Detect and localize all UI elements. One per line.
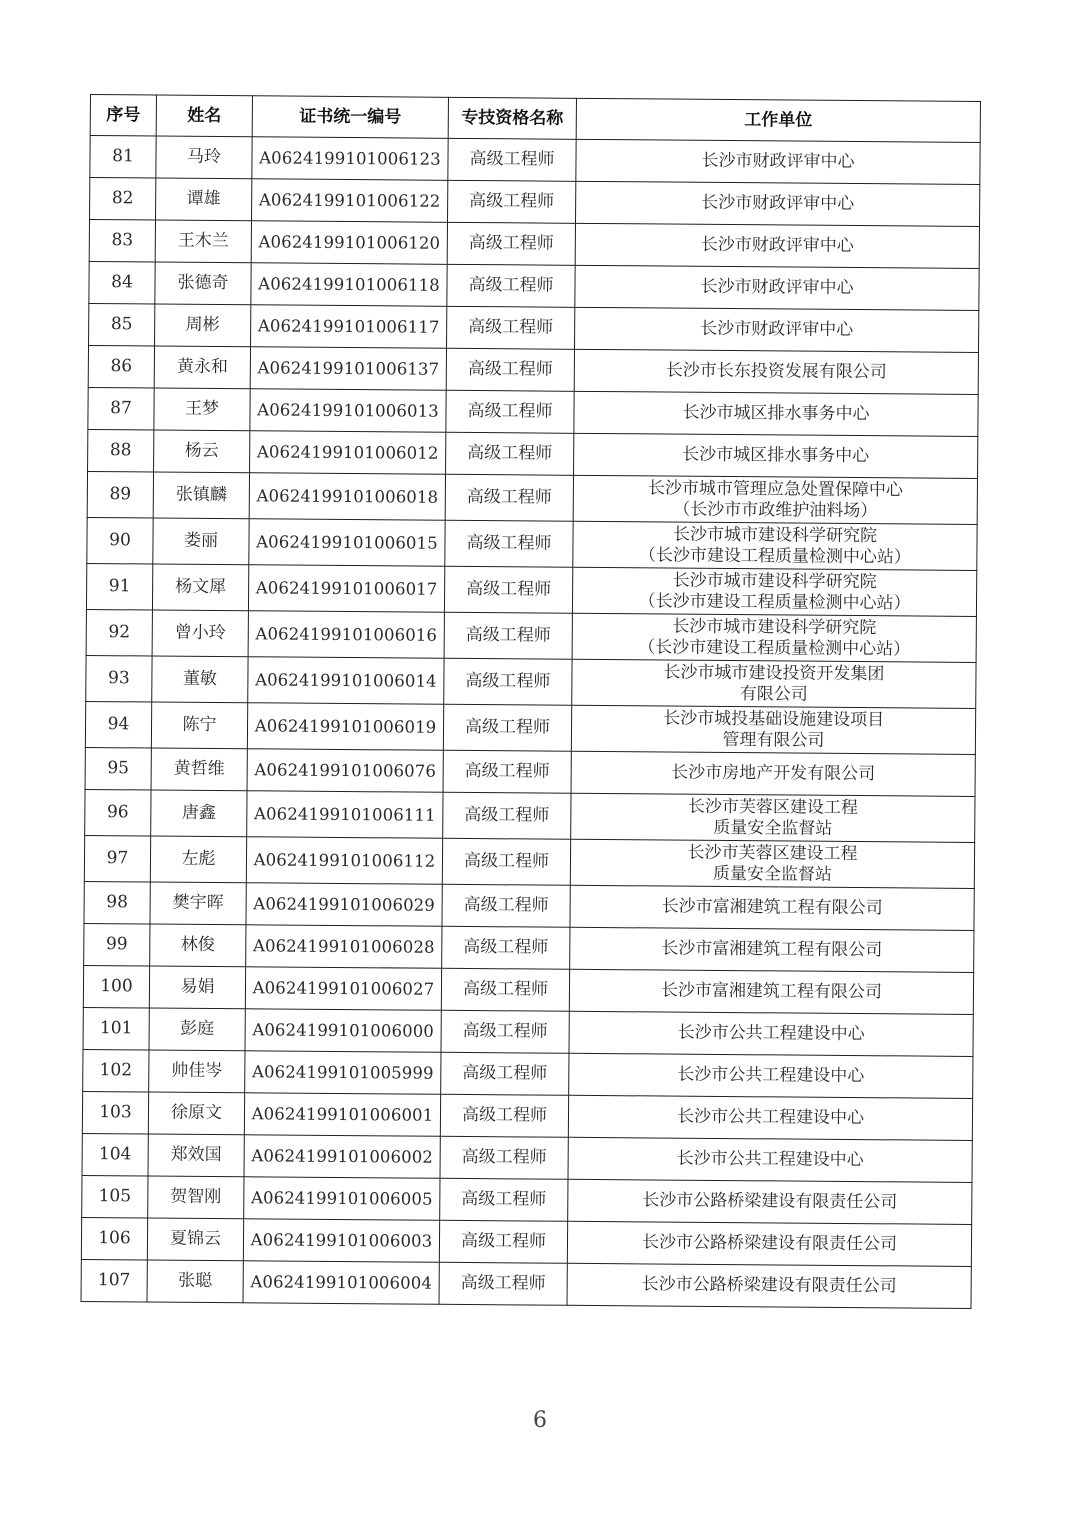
table-row: [85, 789, 975, 842]
cell-qualification: 高级工程师: [441, 968, 569, 1011]
cell-cert-number: A0624199101005999: [245, 1051, 441, 1095]
work-unit-line: 长沙市富湘建筑工程有限公司: [660, 980, 883, 1003]
work-unit-line: 长沙市财政评审中心: [700, 318, 854, 341]
table-row: [81, 1259, 971, 1308]
work-unit-line: 有限公司: [739, 683, 808, 705]
cell-name: 周彬: [155, 304, 251, 347]
cell-name: 彭庭: [149, 1008, 245, 1051]
header-name: 姓名: [156, 95, 252, 137]
cell-seq: 104: [82, 1133, 148, 1176]
cell-cert-number: A0624199101006118: [251, 263, 447, 307]
cell-qualification: 高级工程师: [440, 1178, 568, 1221]
cell-seq: 106: [81, 1217, 147, 1260]
table-row: [83, 965, 973, 1014]
work-unit-line: 质量安全监督站: [712, 863, 832, 885]
cell-cert-number: A0624199101006012: [250, 431, 446, 475]
table-row: [86, 655, 976, 708]
cell-cert-number: A0624199101006120: [251, 221, 447, 265]
work-unit-line: （长沙市建设工程质量检测中心站）: [638, 590, 911, 613]
cell-qualification: 高级工程师: [446, 432, 574, 475]
cell-cert-number: A0624199101006076: [247, 749, 443, 793]
cell-name: 徐原文: [148, 1092, 244, 1135]
cell-work-unit: [575, 307, 979, 352]
cell-work-unit: [567, 1263, 971, 1308]
cell-seq: 93: [86, 655, 152, 702]
work-unit-line: 长沙市芙蓉区建设工程: [687, 842, 858, 864]
cell-qualification: 高级工程师: [447, 264, 575, 307]
cell-qualification: 高级工程师: [447, 306, 575, 349]
table-row: [88, 345, 978, 394]
cell-seq: 96: [85, 789, 151, 836]
cell-qualification: 高级工程师: [443, 704, 571, 751]
work-unit-line: 长沙市房地产开发有限公司: [671, 762, 876, 785]
cell-seq: 98: [84, 881, 150, 924]
cell-work-unit: [572, 613, 976, 662]
cell-qualification: 高级工程师: [448, 138, 576, 181]
work-unit-line: 长沙市富湘建筑工程有限公司: [661, 896, 883, 919]
cell-seq: 92: [86, 609, 152, 656]
table-row: [83, 1007, 973, 1056]
cell-work-unit: [576, 139, 980, 184]
cell-work-unit: [568, 1179, 972, 1224]
table-row: [89, 261, 979, 310]
cell-work-unit: [572, 567, 976, 616]
cell-cert-number: A0624199101006017: [248, 565, 444, 613]
cell-cert-number: A0624199101006002: [244, 1135, 440, 1179]
work-unit-line: 长沙市公共工程建设中心: [676, 1106, 865, 1129]
cell-work-unit: [575, 181, 979, 226]
cell-name: 杨云: [154, 430, 250, 473]
work-unit-line: 长沙市公路桥梁建设有限责任公司: [641, 1232, 898, 1255]
cell-cert-number: A0624199101006013: [250, 389, 446, 433]
table-row: [84, 923, 974, 972]
table-row: [90, 178, 980, 227]
work-unit-line: 长沙市城市建设科学研究院: [672, 616, 877, 638]
cell-work-unit: [574, 391, 978, 436]
cell-cert-number: A0624199101006122: [252, 179, 448, 223]
cell-work-unit: [571, 751, 975, 796]
cell-cert-number: A0624199101006029: [246, 883, 442, 927]
cell-cert-number: A0624199101006018: [249, 473, 445, 521]
cell-work-unit: [569, 969, 973, 1014]
cell-seq: 87: [88, 387, 154, 430]
work-unit-line: 长沙市公共工程建设中心: [676, 1148, 864, 1171]
cell-work-unit: [569, 1011, 973, 1056]
personnel-table: [81, 94, 981, 1309]
work-unit-line: 长沙市财政评审中心: [700, 234, 854, 257]
cell-qualification: 高级工程师: [445, 520, 573, 567]
table-row: [83, 1049, 973, 1098]
cell-work-unit: [571, 793, 975, 842]
cell-work-unit: [575, 223, 979, 268]
cell-seq: 91: [86, 563, 152, 610]
cell-cert-number: A0624199101006111: [247, 791, 443, 839]
table-row: [84, 881, 974, 930]
cell-cert-number: A0624199101006016: [248, 611, 444, 659]
cell-name: 唐鑫: [151, 790, 247, 837]
cell-seq: 86: [88, 345, 154, 388]
cell-cert-number: A0624199101006003: [243, 1219, 439, 1263]
work-unit-line: 长沙市财政评审中心: [700, 276, 854, 299]
work-unit-line: 长沙市公共工程建设中心: [677, 1022, 865, 1045]
cell-cert-number: A0624199101006112: [246, 837, 442, 885]
cell-seq: 81: [90, 136, 156, 179]
page-number: 6: [533, 1408, 547, 1433]
table-row: [89, 303, 979, 352]
cell-name: 左彪: [150, 836, 246, 883]
cell-qualification: 高级工程师: [444, 566, 572, 613]
cell-qualification: 高级工程师: [447, 222, 575, 265]
table-row: [87, 471, 977, 524]
header-work-unit: 工作单位: [576, 98, 980, 142]
work-unit-line: 长沙市城区排水事务中心: [682, 444, 870, 467]
cell-name: 王梦: [154, 388, 250, 431]
cell-qualification: 高级工程师: [445, 474, 573, 521]
cell-work-unit: [572, 659, 976, 708]
cell-qualification: 高级工程师: [443, 750, 571, 793]
cell-name: 贺智刚: [148, 1176, 244, 1219]
table-row: [81, 1217, 971, 1266]
cell-seq: 83: [89, 220, 155, 263]
cell-qualification: 高级工程师: [440, 1136, 568, 1179]
cell-qualification: 高级工程师: [442, 838, 570, 885]
cell-name: 帅佳岑: [149, 1050, 245, 1093]
cell-name: 娄丽: [153, 518, 249, 565]
cell-work-unit: [574, 433, 978, 478]
cell-work-unit: [568, 1095, 972, 1140]
table-row: [82, 1175, 972, 1224]
cell-name: 曾小玲: [152, 610, 248, 657]
table-row: [90, 136, 980, 185]
cell-work-unit: [571, 705, 975, 754]
work-unit-line: 长沙市城区排水事务中心: [682, 402, 870, 425]
cell-work-unit: [567, 1221, 971, 1266]
cell-name: 易娟: [149, 966, 245, 1009]
cell-name: 黄永和: [154, 346, 250, 389]
cell-cert-number: A0624199101006123: [252, 137, 448, 181]
work-unit-line: 长沙市芙蓉区建设工程: [687, 796, 858, 818]
cell-work-unit: [574, 349, 978, 394]
work-unit-line: 长沙市公路桥梁建设有限责任公司: [642, 1190, 898, 1213]
cell-seq: 105: [82, 1175, 148, 1218]
work-unit-line: 长沙市城市建设科学研究院: [672, 570, 877, 592]
cell-name: 谭雄: [156, 178, 252, 221]
work-unit-line: 长沙市公共工程建设中心: [677, 1064, 865, 1087]
cell-work-unit: [568, 1137, 972, 1182]
table-row: [88, 429, 978, 478]
cell-name: 张德奇: [155, 262, 251, 305]
table-row: [89, 220, 979, 269]
cell-seq: 88: [88, 429, 154, 472]
work-unit-line: 长沙市公路桥梁建设有限责任公司: [641, 1274, 897, 1297]
cell-name: 黄哲维: [151, 748, 247, 791]
work-unit-line: （长沙市建设工程质量检测中心站）: [638, 636, 911, 659]
cell-work-unit: [570, 885, 974, 930]
work-unit-line: （长沙市市政维护油料场）: [673, 499, 878, 521]
cell-qualification: 高级工程师: [444, 612, 572, 659]
header-qualification: 专技资格名称: [448, 97, 576, 139]
cell-seq: 90: [87, 517, 153, 564]
work-unit-line: 长沙市财政评审中心: [701, 150, 855, 173]
cell-cert-number: A0624199101006117: [251, 305, 447, 349]
work-unit-line: 长沙市城投基础设施建设项目: [663, 708, 885, 730]
work-unit-line: 管理有限公司: [722, 729, 825, 751]
table-header-row: [90, 95, 980, 143]
cell-name: 马玲: [156, 136, 252, 179]
table-row: [86, 609, 976, 662]
cell-seq: 89: [87, 471, 153, 518]
cell-name: 陈宁: [151, 702, 247, 749]
work-unit-line: 长沙市城市管理应急处置保障中心: [647, 477, 903, 500]
cell-qualification: 高级工程师: [439, 1220, 567, 1263]
table-row: [84, 835, 974, 888]
table-body: [81, 136, 980, 1309]
work-unit-line: 长沙市城市建设投资开发集团: [663, 662, 885, 684]
cell-qualification: 高级工程师: [443, 792, 571, 839]
cell-name: 张镇麟: [153, 472, 249, 519]
cell-name: 林俊: [150, 924, 246, 967]
cell-work-unit: [575, 265, 979, 310]
cell-work-unit: [570, 839, 974, 888]
cell-seq: 103: [82, 1091, 148, 1134]
cell-name: 张聪: [147, 1260, 243, 1303]
work-unit-line: （长沙市建设工程质量检测中心站）: [638, 544, 911, 567]
cell-cert-number: A0624199101006005: [244, 1177, 440, 1221]
cell-qualification: 高级工程师: [446, 348, 574, 391]
cell-cert-number: A0624199101006137: [250, 347, 446, 391]
cell-qualification: 高级工程师: [444, 658, 572, 705]
cell-qualification: 高级工程师: [441, 1010, 569, 1053]
cell-name: 王木兰: [155, 220, 251, 263]
cell-qualification: 高级工程师: [448, 180, 576, 223]
cell-qualification: 高级工程师: [439, 1262, 567, 1305]
cell-work-unit: [569, 1053, 973, 1098]
work-unit-line: 长沙市富湘建筑工程有限公司: [661, 938, 883, 961]
cell-qualification: 高级工程师: [440, 1094, 568, 1137]
table-row: [88, 387, 978, 436]
cell-name: 董敏: [152, 656, 248, 703]
work-unit-line: 长沙市财政评审中心: [701, 192, 855, 215]
table-row: [85, 701, 975, 754]
cell-work-unit: [570, 927, 974, 972]
table-row: [85, 747, 975, 796]
cell-seq: 99: [84, 923, 150, 966]
cell-cert-number: A0624199101006001: [244, 1093, 440, 1137]
cell-seq: 97: [84, 835, 150, 882]
cell-name: 樊宇晖: [150, 882, 246, 925]
cell-seq: 82: [90, 178, 156, 221]
cell-seq: 85: [89, 303, 155, 346]
cell-cert-number: A0624199101006000: [245, 1009, 441, 1053]
cell-seq: 102: [83, 1049, 149, 1092]
table-row: [86, 563, 976, 616]
header-seq: 序号: [90, 95, 156, 137]
cell-qualification: 高级工程师: [446, 390, 574, 433]
cell-qualification: 高级工程师: [442, 926, 570, 969]
cell-qualification: 高级工程师: [441, 1052, 569, 1095]
work-unit-line: 质量安全监督站: [713, 817, 833, 839]
cell-seq: 84: [89, 261, 155, 304]
cell-cert-number: A0624199101006015: [249, 519, 445, 567]
work-unit-line: 长沙市长东投资发展有限公司: [665, 360, 887, 383]
cell-seq: 107: [81, 1259, 147, 1302]
cell-seq: 94: [85, 701, 151, 748]
cell-name: 杨文犀: [152, 564, 248, 611]
cell-cert-number: A0624199101006019: [247, 703, 443, 751]
work-unit-line: 长沙市城市建设科学研究院: [672, 524, 878, 546]
cell-name: 郑效国: [148, 1134, 244, 1177]
cell-name: 夏锦云: [147, 1218, 243, 1261]
cell-qualification: 高级工程师: [442, 884, 570, 927]
table-row: [82, 1091, 972, 1140]
cell-work-unit: [573, 475, 977, 524]
cell-seq: 95: [85, 747, 151, 790]
cell-seq: 101: [83, 1007, 149, 1050]
cell-cert-number: A0624199101006004: [243, 1261, 439, 1305]
table-row: [82, 1133, 972, 1182]
cell-cert-number: A0624199101006014: [248, 657, 444, 705]
table-row: [87, 517, 977, 570]
cell-work-unit: [573, 521, 977, 570]
header-cert-number: 证书统一编号: [252, 96, 448, 139]
cell-seq: 100: [83, 965, 149, 1008]
cell-cert-number: A0624199101006028: [246, 925, 442, 969]
cell-cert-number: A0624199101006027: [245, 967, 441, 1011]
